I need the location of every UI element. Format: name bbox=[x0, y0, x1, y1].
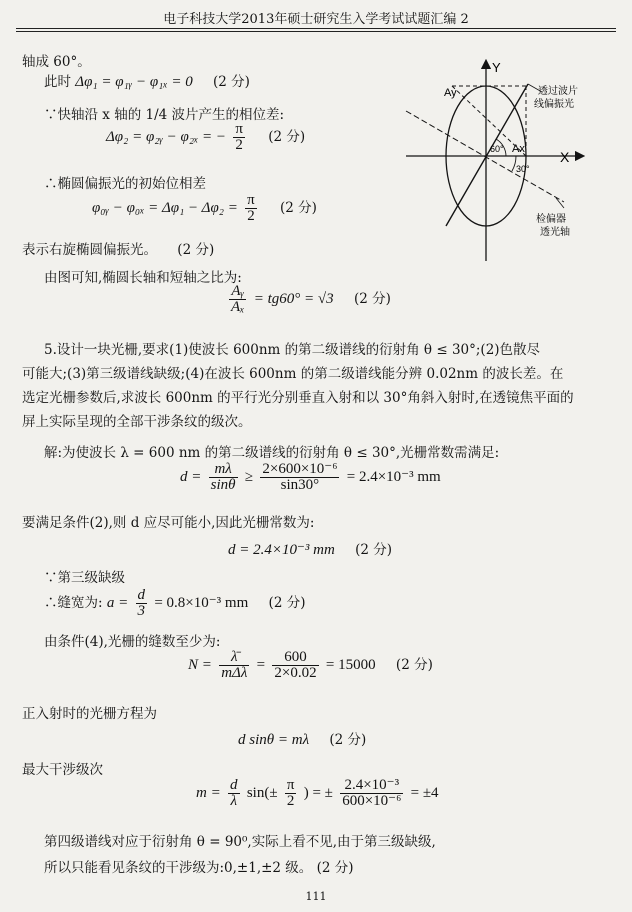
eq-rhs: = 0.8×10⁻³ mm bbox=[154, 595, 249, 611]
numerator: d bbox=[137, 587, 146, 603]
equation-line bbox=[226, 284, 391, 315]
eq-rhs: = ±4 bbox=[410, 785, 439, 801]
score: (2 分) bbox=[355, 542, 393, 558]
ellipse-diagram bbox=[404, 56, 614, 266]
numerator: λ̄ bbox=[219, 650, 249, 666]
score: (2 分) bbox=[177, 242, 215, 258]
numerator: π bbox=[247, 192, 255, 208]
label-waveplate-1: 透过波片 bbox=[538, 86, 578, 97]
equation-line bbox=[188, 650, 433, 681]
denominator: 600×10⁻⁶ bbox=[342, 793, 402, 809]
problem-line: 5.设计一块光栅,要求(1)使波长 600nm 的第二级谱线的衍射角 θ ≤ 30°;(2)色散尽 bbox=[44, 342, 541, 358]
solution-line: ∵第三级缺级 bbox=[44, 570, 125, 586]
text: 表示右旋椭圆偏振光。 bbox=[22, 242, 157, 258]
solution-line: 由条件(4),光栅的缝数至少为: bbox=[44, 634, 221, 650]
problem-line: 可能大;(3)第三级谱线缺级;(4)在波长 600nm 的第二级谱线能分辨 0.02nm 的波长差。在 bbox=[22, 366, 564, 382]
equation-line bbox=[44, 70, 250, 91]
score: (2 分) bbox=[316, 860, 354, 876]
denominator: 2×0.02 bbox=[274, 665, 317, 681]
equation-line bbox=[238, 728, 366, 749]
solution-line: 解:为使波长 λ = 600 nm 的第二级谱线的衍射角 θ ≤ 30°,光栅常数需满足: bbox=[44, 445, 500, 461]
eq-rhs: = 2.4×10⁻³ mm bbox=[346, 469, 441, 485]
text-line: 轴成 60°。 bbox=[22, 54, 91, 70]
denominator: 2 bbox=[247, 208, 255, 224]
equation: Δφ₂ = φ₂ᵧ − φ₂ₓ = − bbox=[106, 129, 227, 145]
equation: d = 2.4×10⁻³ mm bbox=[228, 542, 335, 558]
equation: = tg60° = √3 bbox=[253, 291, 334, 307]
numerator: 600 bbox=[272, 650, 318, 666]
angle-30-label: 30° bbox=[516, 164, 530, 174]
score: (2 分) bbox=[280, 200, 317, 216]
eq-lhs: a = bbox=[106, 595, 129, 611]
problem-line: 屏上实际呈现的全部干涉条纹的级次。 bbox=[22, 414, 252, 430]
ay-label: Ay bbox=[444, 87, 457, 99]
eq-lhs: m = bbox=[196, 785, 221, 801]
eq-op: ≥ bbox=[244, 469, 254, 485]
text: 所以只能看见条纹的干涉级为:0,±1,±2 级。 bbox=[44, 860, 313, 876]
solution-line bbox=[44, 856, 354, 876]
denominator: Aₓ bbox=[231, 299, 245, 315]
fraction bbox=[228, 778, 240, 809]
angle-60-label: 60° bbox=[490, 144, 504, 154]
text-prefix: ∴缝宽为: bbox=[44, 595, 103, 611]
fraction bbox=[285, 778, 297, 809]
score: (2 分) bbox=[213, 74, 250, 90]
fraction bbox=[136, 588, 148, 619]
denominator: sin30° bbox=[280, 477, 320, 493]
denominator: sinθ bbox=[210, 477, 236, 493]
solution-line: 正入射时的光栅方程为 bbox=[22, 706, 157, 722]
eq-lhs: d = bbox=[180, 469, 202, 485]
score: (2 分) bbox=[329, 732, 367, 748]
eq-lhs: N = bbox=[188, 657, 212, 673]
fraction bbox=[340, 778, 403, 809]
equation-line bbox=[92, 193, 317, 224]
fraction bbox=[245, 193, 257, 224]
equation: d sinθ = mλ bbox=[238, 732, 310, 748]
equation: φ₀ᵧ − φ₀ₓ = Δφ₁ − Δφ₂ = bbox=[92, 200, 238, 216]
fraction bbox=[233, 122, 245, 153]
label-analyzer-2: 透光轴 bbox=[540, 227, 570, 238]
ax-label: Ax bbox=[512, 143, 525, 155]
numerator: mλ bbox=[209, 462, 238, 478]
fraction bbox=[229, 284, 246, 315]
leader-line bbox=[556, 198, 564, 208]
solution-line: 最大干涉级次 bbox=[22, 762, 103, 778]
denominator: mΔλ bbox=[221, 665, 248, 681]
fraction bbox=[219, 650, 249, 681]
numerator: Aᵧ bbox=[229, 284, 246, 300]
eq-op: sin(± bbox=[246, 785, 278, 801]
equation-line bbox=[196, 778, 439, 809]
header-rule bbox=[16, 28, 616, 29]
text-prefix: 此时 bbox=[44, 74, 71, 90]
text-line: ∴椭圆偏振光的初始位相差 bbox=[44, 176, 206, 192]
eq-rhs: = 15000 bbox=[325, 657, 376, 673]
text-line: ∵快轴沿 x 轴的 1/4 波片产生的相位差: bbox=[44, 107, 285, 123]
equation-line bbox=[106, 122, 305, 153]
solution-line: 第四级谱线对应于衍射角 θ = 90⁰,实际上看不见,由于第三级缺级, bbox=[44, 834, 436, 850]
score: (2 分) bbox=[268, 595, 306, 611]
x-axis-label: X bbox=[560, 149, 570, 165]
denominator: 2 bbox=[286, 793, 295, 809]
numerator: 2×600×10⁻⁶ bbox=[262, 461, 338, 477]
eq-op: ) = ± bbox=[303, 785, 333, 801]
fraction bbox=[260, 462, 339, 493]
equation: Δφ₁ = φ₁ᵧ − φ₁ₓ = 0 bbox=[75, 74, 193, 90]
fraction bbox=[272, 650, 318, 681]
score: (2 分) bbox=[395, 657, 433, 673]
score: (2 分) bbox=[353, 291, 391, 307]
numerator: 2.4×10⁻³ bbox=[340, 778, 403, 794]
problem-line: 选定光栅参数后,求波长 600nm 的平行光分别垂直入射和以 30°角斜入射时,在透镜焦平面的 bbox=[22, 390, 574, 406]
page-header: 电子科技大学2013年硕士研究生入学考试试题汇编 2 bbox=[163, 12, 469, 27]
denominator: 3 bbox=[137, 603, 146, 619]
denominator: 2 bbox=[235, 137, 243, 153]
equation-line bbox=[180, 462, 441, 493]
y-axis-label: Y bbox=[492, 60, 501, 75]
equation-line bbox=[228, 538, 392, 559]
text-line bbox=[22, 238, 214, 258]
equation-line bbox=[44, 588, 305, 619]
numerator: d bbox=[230, 777, 238, 793]
text-line: 由图可知,椭圆长轴和短轴之比为: bbox=[44, 270, 242, 286]
numerator: π bbox=[235, 121, 243, 137]
solution-line: 要满足条件(2),则 d 应尽可能小,因此光栅常数为: bbox=[22, 515, 315, 531]
score: (2 分) bbox=[268, 129, 306, 145]
page-number: 111 bbox=[305, 890, 327, 903]
label-analyzer-1: 检偏器 bbox=[536, 214, 566, 225]
eq-op: = bbox=[256, 657, 266, 673]
fraction bbox=[209, 462, 238, 493]
header-rule-thin bbox=[16, 31, 616, 32]
label-waveplate-2: 线偏振光 bbox=[534, 99, 574, 110]
denominator: λ bbox=[230, 793, 238, 809]
numerator: π bbox=[286, 777, 295, 793]
